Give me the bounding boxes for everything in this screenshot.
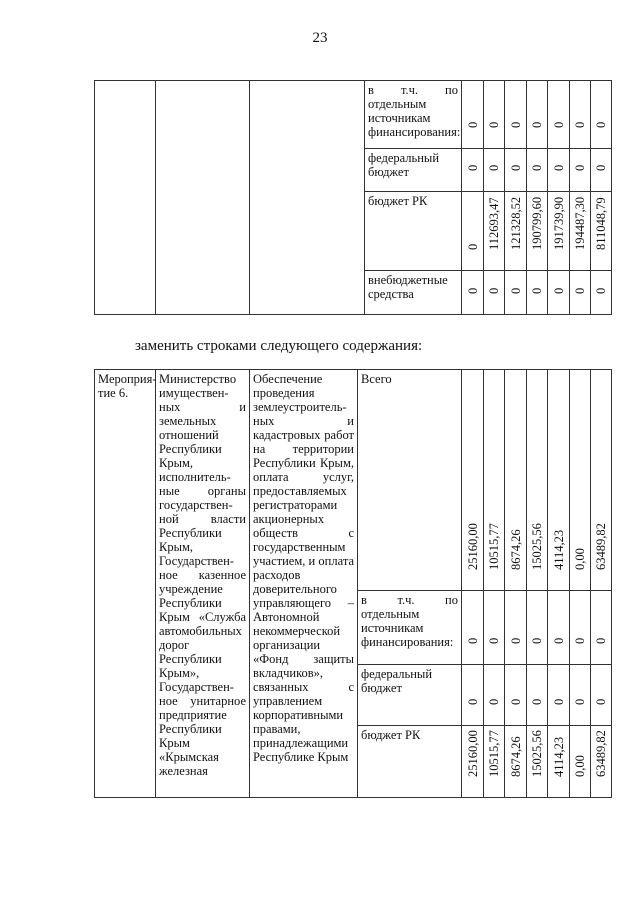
row-label: бюджет РК xyxy=(358,726,462,798)
page-number: 23 xyxy=(312,30,328,46)
value-cell: 0 xyxy=(505,665,527,726)
value-cell: 0 xyxy=(462,591,484,665)
value-cell: 0 xyxy=(484,149,505,192)
value-cell: 25160,00 xyxy=(462,726,484,798)
empty-cell-1 xyxy=(95,81,156,315)
value-cell: 811048,79 xyxy=(591,192,612,271)
value-cell: 63489,82 xyxy=(591,726,612,798)
value-cell: 15025,56 xyxy=(527,370,548,591)
value-cell: 0 xyxy=(591,81,612,149)
value-cell: 0,00 xyxy=(570,726,591,798)
value-cell: 190799,60 xyxy=(527,192,548,271)
value-cell: 0 xyxy=(527,81,548,149)
value-cell: 0 xyxy=(505,149,527,192)
measure-number: Мероприя-тие 6. xyxy=(95,370,156,798)
empty-cell-2 xyxy=(156,81,250,315)
value-cell: 15025,56 xyxy=(527,726,548,798)
value-cell: 0 xyxy=(591,271,612,315)
replacement-caption: заменить строками следующего содержания: xyxy=(135,338,423,354)
value-cell: 0 xyxy=(462,192,484,271)
value-cell: 0 xyxy=(527,591,548,665)
value-cell: 121328,52 xyxy=(505,192,527,271)
funding-table-bottom xyxy=(94,369,612,798)
value-cell: 0 xyxy=(570,665,591,726)
value-cell: 0 xyxy=(548,81,570,149)
value-cell: 4114,23 xyxy=(548,370,570,591)
value-cell: 0 xyxy=(570,591,591,665)
value-cell: 25160,00 xyxy=(462,370,484,591)
value-cell: 0 xyxy=(484,271,505,315)
value-cell: 0 xyxy=(527,149,548,192)
row-label: в т.ч. по отдельным источникам финансирования: xyxy=(365,81,462,149)
value-cell: 191739,90 xyxy=(548,192,570,271)
value-cell: 0 xyxy=(505,591,527,665)
value-cell: 0 xyxy=(570,149,591,192)
value-cell: 0 xyxy=(484,591,505,665)
value-cell: 0 xyxy=(505,271,527,315)
row-label: Всего xyxy=(358,370,462,591)
row-label: федеральный бюджет xyxy=(358,665,462,726)
value-cell: 0 xyxy=(570,271,591,315)
value-cell: 0 xyxy=(591,591,612,665)
row-label: федеральный бюджет xyxy=(365,149,462,192)
empty-cell-3 xyxy=(250,81,365,315)
value-cell: 0 xyxy=(548,591,570,665)
value-cell: 8674,26 xyxy=(505,726,527,798)
value-cell: 0 xyxy=(527,271,548,315)
value-cell: 0 xyxy=(462,149,484,192)
executors-list: Министерство имуществен-ных и земельных отношений Республики Крым, исполнитель-ные органы государствен-ной власти Республики Крым, Государствен-ное казенное учреждение Республики Крым «Служба автомобильных дорог Республики Крым», Государствен-ное унитарное предприятие Республики Крым «Крымская железная xyxy=(156,370,250,798)
value-cell: 63489,82 xyxy=(591,370,612,591)
value-cell: 0 xyxy=(570,81,591,149)
value-cell: 10515,77 xyxy=(484,726,505,798)
value-cell: 10515,77 xyxy=(484,370,505,591)
value-cell: 0 xyxy=(548,271,570,315)
value-cell: 8674,26 xyxy=(505,370,527,591)
value-cell: 0 xyxy=(591,149,612,192)
value-cell: 0 xyxy=(484,665,505,726)
row-label: внебюджетные средства xyxy=(365,271,462,315)
funding-table-top xyxy=(94,80,612,315)
value-cell: 0 xyxy=(505,81,527,149)
value-cell: 0 xyxy=(462,81,484,149)
value-cell: 0 xyxy=(462,665,484,726)
row-label: в т.ч. по отдельным источникам финансирования: xyxy=(358,591,462,665)
value-cell: 0 xyxy=(484,81,505,149)
value-cell: 4114,23 xyxy=(548,726,570,798)
value-cell: 0,00 xyxy=(570,370,591,591)
measure-description: Обеспечение проведения землеустроитель-ных и кадастровых работ на территории Республики Крым, оплата услуг, предоставляемых регистраторами акционерных обществ с государственным участием, и оплата расходов доверительного управляющего – Автономной некоммерческой организации «Фонд защиты вкладчиков», связанных с управлением корпоративными правами, принадлежащими Республике Крым xyxy=(250,370,358,798)
value-cell: 0 xyxy=(527,665,548,726)
value-cell: 0 xyxy=(548,149,570,192)
value-cell: 0 xyxy=(462,271,484,315)
value-cell: 0 xyxy=(548,665,570,726)
value-cell: 0 xyxy=(591,665,612,726)
row-label: бюджет РК xyxy=(365,192,462,271)
value-cell: 112693,47 xyxy=(484,192,505,271)
value-cell: 194487,30 xyxy=(570,192,591,271)
